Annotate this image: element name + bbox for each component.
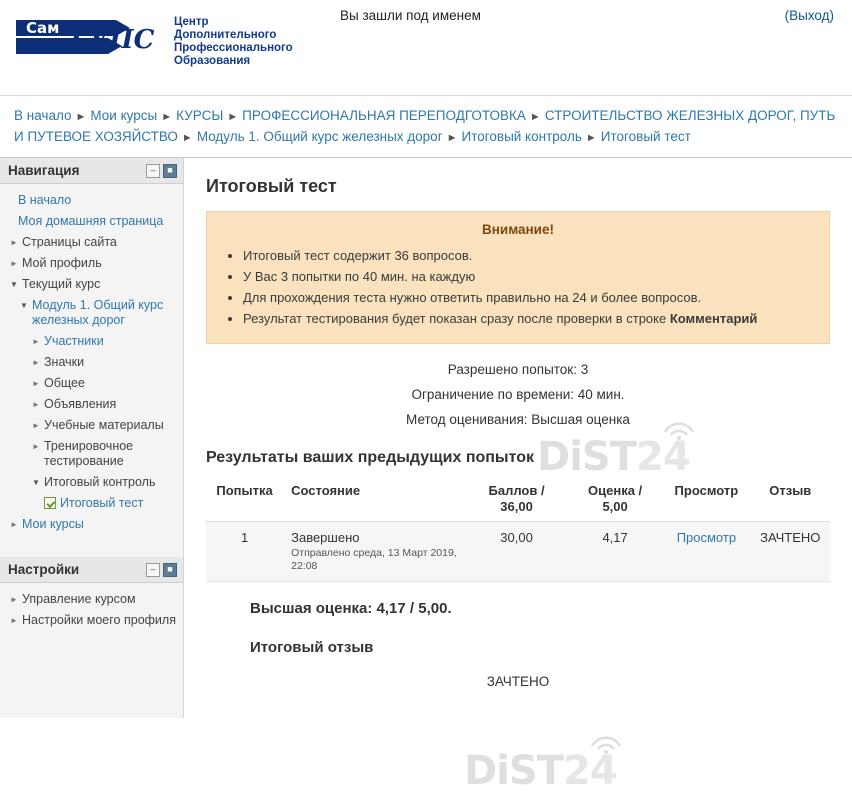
svg-text:Сам: Сам xyxy=(26,19,60,37)
attention-item xyxy=(243,308,815,329)
sidebar-item-label: Настройки моего профиля xyxy=(22,613,176,627)
navigation-block-icons xyxy=(146,164,177,178)
sidebar-item-final-control[interactable] xyxy=(6,472,179,493)
sidebar-item-label: Участники xyxy=(44,334,104,348)
navigation-block-title: Навигация xyxy=(8,163,80,178)
table-header-row xyxy=(206,477,830,522)
breadcrumb-sep-icon: ► xyxy=(446,132,458,144)
sidebar-item-label: Учебные материалы xyxy=(44,418,164,432)
sidebar-item-label: Мой профиль xyxy=(22,256,102,270)
sidebar-item-profile-settings[interactable] xyxy=(6,610,179,631)
sidebar-item-label: Объявления xyxy=(44,397,117,411)
allowed-attempts-line: Разрешено попыток: 3 xyxy=(447,362,589,377)
chevron-right-icon: ► xyxy=(32,358,40,367)
attention-title: Внимание! xyxy=(482,222,554,237)
sidebar-item-course-admin[interactable] xyxy=(6,589,179,610)
settings-list xyxy=(6,589,179,631)
col-header-review: Просмотр xyxy=(662,477,750,522)
sidebar-item-mycourses[interactable] xyxy=(6,514,179,535)
sidebar-item-label: Страницы сайта xyxy=(22,235,117,249)
attention-item-text: Результат тестирования будет показан сразу после проверки в строке Комментарий xyxy=(243,311,758,326)
chevron-down-icon: ▼ xyxy=(20,301,28,310)
sidebar-item-participants[interactable] xyxy=(6,331,179,352)
navigation-block-body xyxy=(0,184,183,543)
attention-item: • Для прохождения теста нужно ответить правильно на 24 и более вопросов. xyxy=(243,287,815,308)
navigation-list xyxy=(6,190,179,535)
col-header-points-line1: Баллов / xyxy=(488,483,545,498)
col-header-grade-line1: Оценка / xyxy=(588,483,643,498)
sidebar-item-badges[interactable] xyxy=(6,352,179,373)
sidebar-item-label: Модуль 1. Общий курс железных дорог xyxy=(32,298,164,327)
col-header-points xyxy=(465,477,568,522)
cell-attempt-number: 1 xyxy=(206,522,283,582)
cell-feedback: ЗАЧТЕНО xyxy=(751,522,830,582)
breadcrumb-sep-icon: ► xyxy=(75,111,87,123)
org-line-4: Образования xyxy=(174,55,251,67)
sidebar-item-label: В начало xyxy=(18,193,72,207)
sidebar-item-label: Значки xyxy=(44,355,85,369)
sidebar xyxy=(0,158,184,718)
logout-link[interactable]: (Выход) xyxy=(784,8,834,23)
breadcrumb xyxy=(0,96,852,158)
chevron-right-icon: ► xyxy=(32,379,40,388)
chevron-right-icon: ► xyxy=(10,616,18,625)
watermark-text: DiST xyxy=(537,434,637,480)
chevron-right-icon: ► xyxy=(10,238,18,247)
chevron-right-icon: ► xyxy=(32,442,40,451)
attention-item: • У Вас 3 попытки по 40 мин. на каждую xyxy=(243,266,815,287)
sidebar-item-general[interactable] xyxy=(6,373,179,394)
breadcrumb-sep-icon: ► xyxy=(161,111,173,123)
minus-icon[interactable]: – xyxy=(146,563,160,577)
sidebar-item-module1[interactable] xyxy=(6,295,179,331)
sidebar-item-currentcourse[interactable] xyxy=(6,274,179,295)
col-header-grade-line2: 5,00 xyxy=(602,499,628,514)
chevron-down-icon: ▼ xyxy=(32,478,40,487)
site-header xyxy=(0,0,852,96)
best-grade-text: Высшая оценка: 4,17 / 5,00. xyxy=(250,600,452,617)
breadcrumb-item-program[interactable]: СТРОИТЕЛЬСТВО ЖЕЛЕЗНЫХ ДОРОГ, ПУТЬ И ПУТЕВОЕ ХОЗЯЙСТВО xyxy=(14,108,836,144)
attention-item: • Итоговый тест содержит 36 вопросов. xyxy=(243,245,815,266)
settings-block-body xyxy=(0,583,183,639)
state-sub-text: Отправлено среда, 13 Март 2019, 22:08 xyxy=(291,547,457,572)
breadcrumb-item-retraining[interactable]: ПРОФЕССИОНАЛЬНАЯ ПЕРЕПОДГОТОВКА xyxy=(242,108,526,123)
sidebar-item-label: Итоговый контроль xyxy=(44,475,156,489)
sidebar-item-label: Общее xyxy=(44,376,85,390)
chevron-right-icon: ► xyxy=(10,595,18,604)
chevron-down-icon: ▼ xyxy=(10,280,18,289)
breadcrumb-item-home[interactable]: В начало xyxy=(14,108,72,123)
attempts-table-body xyxy=(206,522,830,582)
state-main-text: Завершено xyxy=(291,530,360,545)
wifi-icon xyxy=(589,732,623,754)
sidebar-item-label: Тренировочное тестирование xyxy=(44,439,134,468)
samgups-logo-icon xyxy=(12,14,164,58)
grading-method-line: Метод оценивания: Высшая оценка xyxy=(406,412,630,427)
sidebar-item-myhome[interactable] xyxy=(6,211,179,232)
attention-list xyxy=(221,245,815,329)
results-title: Результаты ваших предыдущих попыток xyxy=(206,449,534,466)
site-logo[interactable] xyxy=(12,14,293,68)
minus-icon[interactable]: – xyxy=(146,164,160,178)
sidebar-item-label: Мои курсы xyxy=(22,517,84,531)
org-line-1: Центр xyxy=(174,16,209,28)
chevron-right-icon: ► xyxy=(10,520,18,529)
chevron-right-icon: ► xyxy=(32,337,40,346)
page-body xyxy=(0,158,852,794)
attempts-table-head xyxy=(206,477,830,522)
watermark-number: 24 xyxy=(636,434,690,480)
table-row xyxy=(206,522,830,582)
attempts-table xyxy=(206,477,830,582)
dock-icon[interactable]: ■ xyxy=(163,563,177,577)
breadcrumb-sep-icon: ► xyxy=(529,111,541,123)
sidebar-item-materials[interactable] xyxy=(6,415,179,436)
watermark-number: 24 xyxy=(563,748,617,794)
col-header-grade xyxy=(568,477,662,522)
overall-feedback-value: ЗАЧТЕНО xyxy=(486,674,550,689)
settings-block xyxy=(0,557,183,639)
org-name xyxy=(174,14,293,68)
watermark-text: DiST xyxy=(464,748,564,794)
sidebar-item-sitepages[interactable] xyxy=(6,232,179,253)
dock-icon[interactable]: ■ xyxy=(163,164,177,178)
time-limit-line: Ограничение по времени: 40 мин. xyxy=(411,387,625,402)
sidebar-item-practice-testing[interactable] xyxy=(6,436,179,472)
breadcrumb-item-current: Итоговый тест xyxy=(600,129,691,144)
breadcrumb-sep-icon: ► xyxy=(181,132,193,144)
sidebar-item-label: Текущий курс xyxy=(22,277,101,291)
col-header-attempt: Попытка xyxy=(206,477,283,522)
sidebar-item-label: Итоговый тест xyxy=(60,496,144,510)
main-content xyxy=(184,158,852,794)
review-link[interactable]: Просмотр xyxy=(676,530,737,545)
login-status-text: Вы зашли под именем xyxy=(340,8,481,23)
breadcrumb-item-final-control[interactable]: Итоговый контроль xyxy=(461,129,582,144)
settings-block-title: Настройки xyxy=(8,562,80,577)
sidebar-item-final-test[interactable] xyxy=(6,493,179,514)
breadcrumb-sep-icon: ► xyxy=(585,132,597,144)
svg-text:ГУПС: ГУПС xyxy=(70,25,155,55)
cell-grade: 4,17 xyxy=(568,522,662,582)
breadcrumb-item-courses[interactable]: КУРСЫ xyxy=(176,108,224,123)
chevron-right-icon: ► xyxy=(32,400,40,409)
col-header-feedback: Отзыв xyxy=(751,477,830,522)
sidebar-item-announcements[interactable] xyxy=(6,394,179,415)
breadcrumb-sep-icon: ► xyxy=(227,111,239,123)
breadcrumb-item-mycourses[interactable]: Мои курсы xyxy=(90,108,158,123)
chevron-right-icon: ► xyxy=(10,259,18,268)
col-header-state: Состояние xyxy=(283,477,465,522)
sidebar-item-myprofile[interactable] xyxy=(6,253,179,274)
col-header-points-line2: 36,00 xyxy=(500,499,533,514)
quiz-icon xyxy=(44,497,56,509)
org-line-2: Дополнительного xyxy=(174,29,277,41)
cell-review xyxy=(662,522,750,582)
navigation-block xyxy=(0,158,183,543)
chevron-right-icon: ► xyxy=(32,421,40,430)
cell-points: 30,00 xyxy=(465,522,568,582)
watermark-logo-2 xyxy=(464,748,617,794)
sidebar-item-label: Моя домашняя страница xyxy=(18,214,164,228)
navigation-block-header xyxy=(0,158,183,184)
settings-block-icons xyxy=(146,563,177,577)
sidebar-item-home[interactable] xyxy=(6,190,179,211)
org-line-3: Профессионального xyxy=(174,42,293,54)
cell-state xyxy=(283,522,465,582)
overall-feedback-title: Итоговый отзыв xyxy=(250,639,374,656)
page-title: Итоговый тест xyxy=(206,176,337,196)
sidebar-item-label: Управление курсом xyxy=(22,592,136,606)
breadcrumb-item-module[interactable]: Модуль 1. Общий курс железных дорог xyxy=(196,129,443,144)
settings-block-header xyxy=(0,557,183,583)
